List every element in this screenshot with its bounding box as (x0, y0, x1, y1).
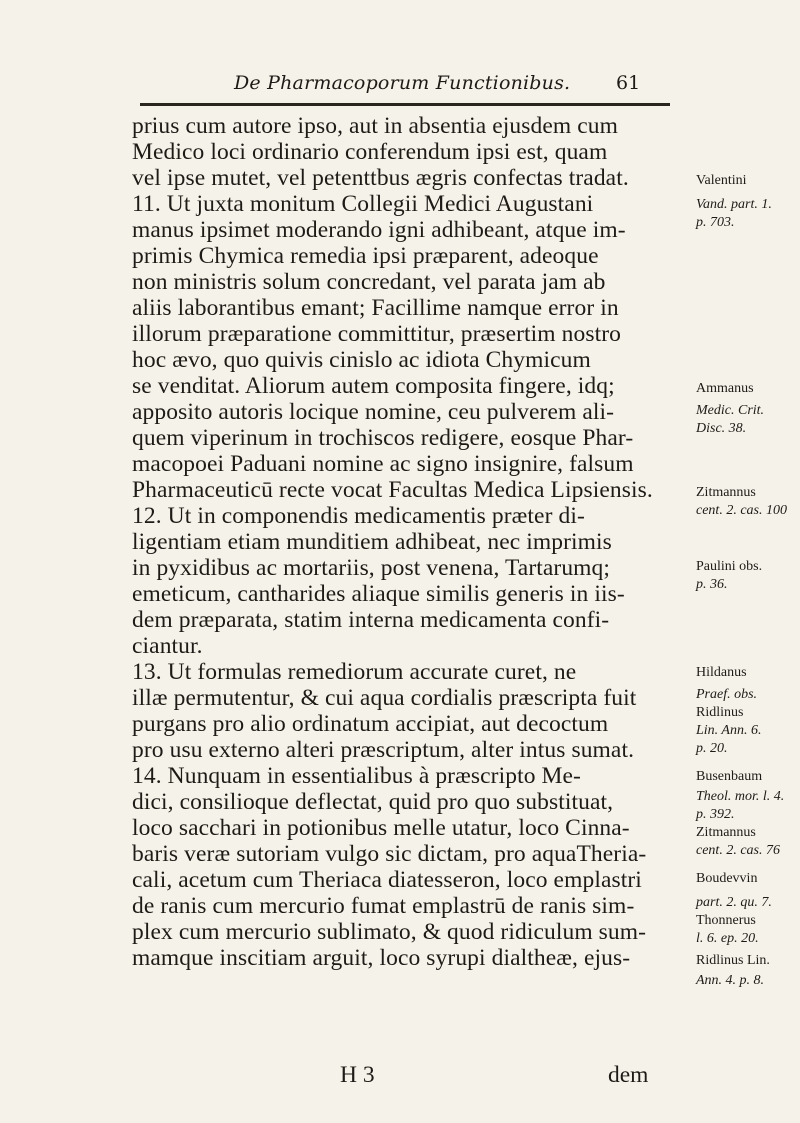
text-line: macopoei Paduani nomine ac signo insignire, falsum (132, 451, 634, 477)
margin-note: Hildanus (696, 665, 747, 680)
text-line: ligentiam etiam munditiem adhibeat, nec imprimis (132, 529, 612, 555)
text-line: manus ipsimet moderando igni adhibeant, atque im- (132, 217, 626, 243)
margin-note: Disc. 38. (696, 421, 747, 436)
margin-note: part. 2. qu. 7. (696, 895, 772, 910)
text-line: aliis laborantibus emant; Facillime namque error in (132, 295, 619, 321)
text-line: pro usu externo alteri præscriptum, alter intus sumat. (132, 737, 635, 763)
text-line: emeticum, cantharides aliaque similis generis in iis- (132, 581, 625, 607)
text-line: baris veræ sutoriam vulgo sic dictam, pro aquaTheria- (132, 841, 647, 867)
text-line: quem viperinum in trochiscos redigere, eosque Phar- (132, 425, 634, 451)
margin-note: p. 703. (696, 215, 735, 230)
margin-note: Praef. obs. (696, 687, 758, 702)
margin-note: Lin. Ann. 6. (696, 723, 762, 738)
text-line: hoc ævo, quo quivis cinislo ac idiota Chymicum (132, 347, 591, 373)
text-line: primis Chymica remedia ipsi præparent, adeoque (132, 243, 599, 269)
text-line: 14. Nunquam in essentialibus à præscripto Me- (132, 763, 581, 789)
margin-note: Zitmannus (696, 825, 756, 840)
margin-note: Paulini obs. (696, 559, 763, 574)
margin-note: p. 36. (696, 577, 728, 592)
text-line: 13. Ut formulas remediorum accurate curet, ne (132, 659, 577, 685)
text-line: Medico loci ordinario conferendum ipsi est, quam (132, 139, 608, 165)
margin-note: Thonnerus (696, 913, 756, 928)
margin-note: p. 20. (696, 741, 728, 756)
margin-note: Boudevvin (696, 871, 758, 886)
text-line: 12. Ut in componendis medicamentis præter di- (132, 503, 585, 529)
signature-mark: H 3 (340, 1062, 375, 1088)
text-line: de ranis cum mercurio fumat emplastrū de ranis sim- (132, 893, 635, 919)
text-line: se venditat. Aliorum autem composita fingere, idq; (132, 373, 615, 399)
text-line: prius cum autore ipso, aut in absentia ejusdem cum (132, 113, 618, 139)
text-line: dem præparata, statim interna medicamenta confi- (132, 607, 610, 633)
running-title: De Pharmacoporum Functionibus. (234, 72, 571, 94)
text-line: ciantur. (132, 633, 203, 659)
text-line: in pyxidibus ac mortariis, post venena, Tartarumq; (132, 555, 611, 581)
page-header (0, 72, 800, 98)
margin-note: Medic. Crit. (696, 403, 765, 418)
text-line: illæ permutentur, & cui aqua cordialis præscripta fuit (132, 685, 637, 711)
margin-note: Ammanus (696, 381, 754, 396)
text-line: vel ipse mutet, vel petenttbus ægris confectas tradat. (132, 165, 629, 191)
margin-note: cent. 2. cas. 76 (696, 843, 780, 858)
margin-note: Ridlinus (696, 705, 744, 720)
margin-note: Zitmannus (696, 485, 756, 500)
margin-note: Ridlinus Lin. (696, 953, 770, 968)
text-line: purgans pro alio ordinatum accipiat, aut decoctum (132, 711, 609, 737)
header-rule (140, 103, 670, 106)
margin-note: p. 392. (696, 807, 735, 822)
text-line: loco sacchari in potionibus melle utatur, loco Cinna- (132, 815, 630, 841)
text-line: plex cum mercurio sublimato, & quod ridiculum sum- (132, 919, 647, 945)
margin-note: cent. 2. cas. 100 (696, 503, 787, 518)
margin-note: Valentini (696, 173, 747, 188)
margin-note: Theol. mor. l. 4. (696, 789, 785, 804)
text-line: 11. Ut juxta monitum Collegii Medici Augustani (132, 191, 594, 217)
margin-note: Ann. 4. p. 8. (696, 973, 765, 988)
text-line: illorum præparatione committitur, præsertim nostro (132, 321, 621, 347)
text-line: non ministris solum concredant, vel parata jam ab (132, 269, 606, 295)
text-line: mamque inscitiam arguit, loco syrupi dialtheæ, ejus- (132, 945, 631, 971)
margin-note: Busenbaum (696, 769, 763, 784)
margin-note: Vand. part. 1. (696, 197, 772, 212)
text-line: dici, consilioque deflectat, quid pro quo substituat, (132, 789, 614, 815)
text-line: apposito autoris locique nomine, ceu pulverem ali- (132, 399, 615, 425)
catchword: dem (608, 1062, 649, 1088)
text-line: cali, acetum cum Theriaca diatesseron, loco emplastri (132, 867, 642, 893)
text-line: Pharmaceuticū recte vocat Facultas Medica Lipsiensis. (132, 477, 653, 503)
margin-note: l. 6. ep. 20. (696, 931, 759, 946)
page-number: 61 (616, 72, 641, 94)
